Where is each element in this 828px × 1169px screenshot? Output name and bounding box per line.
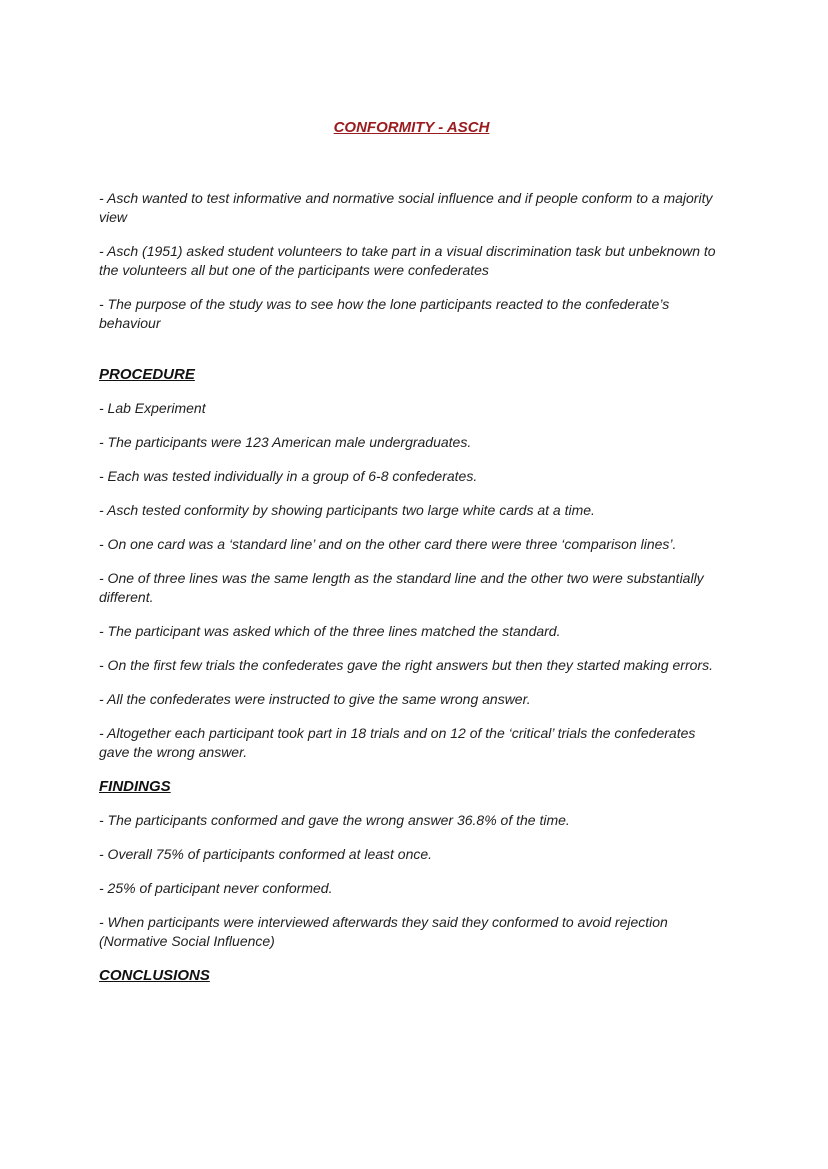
bullet-paragraph: - The participants conformed and gave the wrong answer 36.8% of the time. (99, 812, 570, 828)
section-heading-findings: FINDINGS (99, 778, 171, 795)
bullet-paragraph: - Asch tested conformity by showing participants two large white cards at a time. (99, 502, 595, 518)
bullet-paragraph: - 25% of participant never conformed. (99, 880, 333, 896)
bullet-paragraph: - When participants were interviewed afterwards they said they conformed to avoid rejection (Normative Social Influence) (99, 914, 668, 949)
bullet-paragraph: - On one card was a ‘standard line’ and on the other card there were three ‘comparison lines’. (99, 536, 677, 552)
bullet-paragraph: - Each was tested individually in a group of 6-8 confederates. (99, 468, 478, 484)
section-heading-conclusions: CONCLUSIONS (99, 967, 210, 984)
bullet-paragraph: - Altogether each participant took part in 18 trials and on 12 of the ‘critical’ trials the confederates gave the wrong answer. (99, 725, 696, 760)
bullet-paragraph: - The participant was asked which of the three lines matched the standard. (99, 623, 561, 639)
bullet-paragraph: - On the first few trials the confederates gave the right answers but then they started making errors. (99, 657, 713, 673)
document-content (99, 0, 724, 985)
intro-paragraph: - The purpose of the study was to see how the lone participants reacted to the confederate’s behaviour (99, 296, 670, 331)
intro-paragraph: - Asch (1951) asked student volunteers to take part in a visual discrimination task but unbeknown to the volunteers all but one of the participants were confederates (99, 243, 716, 278)
bullet-paragraph: - Lab Experiment (99, 400, 206, 416)
bullet-paragraph: - Overall 75% of participants conformed at least once. (99, 846, 433, 862)
bullet-paragraph: - The participants were 123 American male undergraduates. (99, 434, 472, 450)
bullet-paragraph: - All the confederates were instructed to give the same wrong answer. (99, 691, 531, 707)
bullet-paragraph: - One of three lines was the same length as the standard line and the other two were substantially different. (99, 570, 704, 605)
section-heading-procedure: PROCEDURE (99, 366, 195, 383)
document-title: CONFORMITY - ASCH (333, 119, 490, 136)
intro-paragraph: - Asch wanted to test informative and normative social influence and if people conform to a majority view (99, 190, 713, 225)
